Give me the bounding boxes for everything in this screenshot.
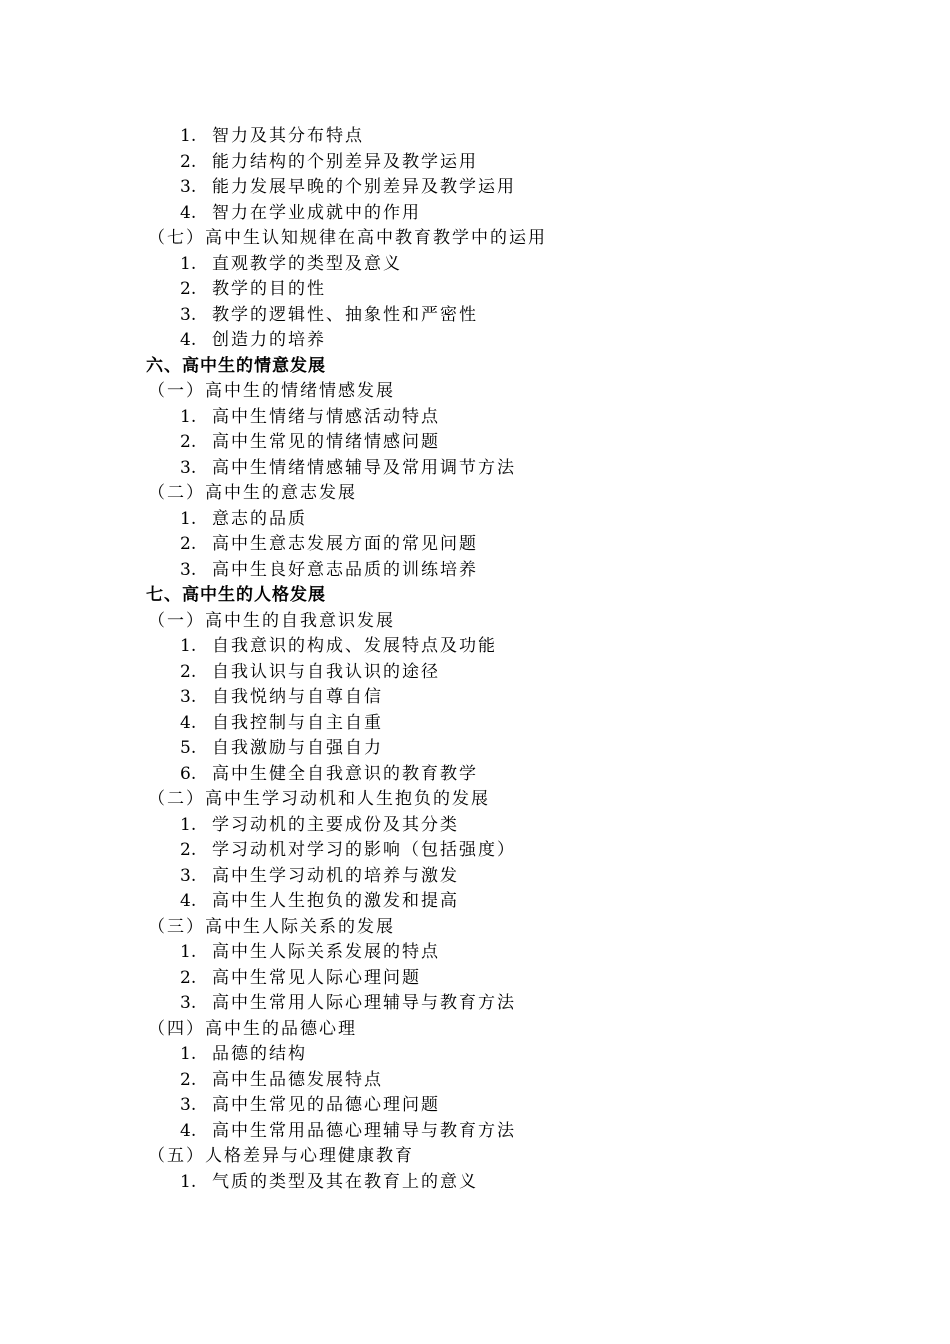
outline-item bbox=[0, 558, 950, 584]
item-number: 4. bbox=[180, 330, 197, 350]
outline-item bbox=[0, 864, 950, 890]
outline-item bbox=[0, 277, 950, 303]
item-number: 4. bbox=[180, 712, 197, 733]
item-text: 学习动机对学习的影响（包括强度） bbox=[212, 840, 516, 860]
item-number: 5. bbox=[180, 738, 197, 758]
item-number: 1. bbox=[180, 942, 197, 962]
item-number: 2. bbox=[180, 1069, 197, 1090]
item-number: 3. bbox=[180, 1095, 197, 1115]
outline-item bbox=[0, 685, 950, 711]
item-number: 3. bbox=[180, 177, 197, 197]
item-number: 1. bbox=[180, 508, 197, 529]
item-text: 自我悦纳与自尊自信 bbox=[212, 687, 383, 707]
item-text: 气质的类型及其在教育上的意义 bbox=[212, 1171, 478, 1192]
outline-item bbox=[0, 303, 950, 329]
subsection-heading: （二）高中生的意志发展 bbox=[148, 483, 357, 503]
item-text: 高中生人际关系发展的特点 bbox=[212, 942, 440, 962]
item-text: 高中生意志发展方面的常见问题 bbox=[212, 534, 478, 554]
outline-item bbox=[0, 634, 950, 660]
subsection-heading: （七）高中生认知规律在高中教育教学中的运用 bbox=[148, 228, 547, 248]
item-number: 3. bbox=[180, 559, 197, 580]
item-text: 高中生良好意志品质的训练培养 bbox=[212, 559, 478, 580]
item-number: 4. bbox=[180, 1120, 197, 1141]
item-number: 4. bbox=[180, 202, 197, 223]
item-number: 2. bbox=[180, 279, 197, 299]
outline-item bbox=[0, 660, 950, 686]
item-number: 2. bbox=[180, 534, 197, 554]
item-text: 自我认识与自我认识的途径 bbox=[212, 661, 440, 682]
subsection-heading: （四）高中生的品德心理 bbox=[148, 1018, 357, 1039]
outline-item bbox=[0, 940, 950, 966]
item-text: 高中生常用人际心理辅导与教育方法 bbox=[212, 993, 516, 1013]
item-number: 3. bbox=[180, 993, 197, 1013]
outline-item bbox=[0, 1093, 950, 1119]
item-text: 能力发展早晚的个别差异及教学运用 bbox=[212, 177, 516, 197]
item-text: 意志的品质 bbox=[212, 508, 307, 529]
outline-item bbox=[0, 762, 950, 788]
item-number: 3. bbox=[180, 304, 197, 325]
outline-item bbox=[0, 889, 950, 915]
item-number: 1. bbox=[180, 814, 197, 835]
item-number: 4. bbox=[180, 891, 197, 911]
outline-item bbox=[0, 430, 950, 456]
item-number: 2. bbox=[180, 151, 197, 172]
item-number: 1. bbox=[180, 253, 197, 274]
item-number: 2. bbox=[180, 661, 197, 682]
outline-item bbox=[0, 1119, 950, 1145]
outline-item bbox=[0, 711, 950, 737]
syllabus-outline bbox=[0, 124, 950, 1195]
outline-item bbox=[0, 736, 950, 762]
outline-item bbox=[0, 813, 950, 839]
item-number: 6. bbox=[180, 763, 197, 784]
outline-item bbox=[0, 328, 950, 354]
item-text: 高中生情绪与情感活动特点 bbox=[212, 406, 440, 427]
item-text: 自我控制与自主自重 bbox=[212, 712, 383, 733]
subsection-heading: （一）高中生的情绪情感发展 bbox=[148, 381, 395, 401]
item-number: 1. bbox=[180, 1044, 197, 1064]
subsection-heading: （二）高中生学习动机和人生抱负的发展 bbox=[148, 789, 490, 809]
subsection-heading: （三）高中生人际关系的发展 bbox=[148, 916, 395, 937]
item-number: 2. bbox=[180, 967, 197, 988]
item-number: 2. bbox=[180, 432, 197, 452]
item-text: 高中生常见人际心理问题 bbox=[212, 967, 421, 988]
item-number: 1. bbox=[180, 636, 197, 656]
item-number: 3. bbox=[180, 687, 197, 707]
outline-item bbox=[0, 1042, 950, 1068]
subsection-heading: （五）人格差异与心理健康教育 bbox=[148, 1146, 414, 1166]
outline-item bbox=[0, 405, 950, 431]
outline-item bbox=[0, 838, 950, 864]
item-text: 自我意识的构成、发展特点及功能 bbox=[212, 636, 497, 656]
item-text: 高中生健全自我意识的教育教学 bbox=[212, 763, 478, 784]
item-text: 高中生人生抱负的激发和提高 bbox=[212, 891, 459, 911]
section-heading: 七、高中生的人格发展 bbox=[146, 585, 326, 605]
item-text: 智力在学业成就中的作用 bbox=[212, 202, 421, 223]
item-text: 教学的目的性 bbox=[212, 279, 326, 299]
item-text: 高中生品德发展特点 bbox=[212, 1069, 383, 1090]
item-text: 品德的结构 bbox=[212, 1044, 307, 1064]
outline-item bbox=[0, 456, 950, 482]
outline-item bbox=[0, 252, 950, 278]
item-number: 1. bbox=[180, 406, 197, 427]
item-number: 1. bbox=[180, 1171, 197, 1192]
item-text: 自我激励与自强自力 bbox=[212, 738, 383, 758]
item-text: 学习动机的主要成份及其分类 bbox=[212, 814, 459, 835]
outline-item bbox=[0, 966, 950, 992]
item-number: 3. bbox=[180, 865, 197, 886]
outline-item bbox=[0, 991, 950, 1017]
outline-item bbox=[0, 150, 950, 176]
item-text: 高中生情绪情感辅导及常用调节方法 bbox=[212, 457, 516, 478]
outline-item bbox=[0, 175, 950, 201]
outline-item bbox=[0, 1170, 950, 1196]
item-number: 1. bbox=[180, 126, 197, 146]
item-text: 高中生常见的情绪情感问题 bbox=[212, 432, 440, 452]
outline-item bbox=[0, 124, 950, 150]
item-text: 教学的逻辑性、抽象性和严密性 bbox=[212, 304, 478, 325]
outline-item bbox=[0, 532, 950, 558]
item-text: 创造力的培养 bbox=[212, 330, 326, 350]
item-text: 高中生学习动机的培养与激发 bbox=[212, 865, 459, 886]
item-text: 直观教学的类型及意义 bbox=[212, 253, 402, 274]
item-text: 高中生常用品德心理辅导与教育方法 bbox=[212, 1120, 516, 1141]
item-number: 2. bbox=[180, 840, 197, 860]
subsection-heading: （一）高中生的自我意识发展 bbox=[148, 610, 395, 631]
item-text: 智力及其分布特点 bbox=[212, 126, 364, 146]
item-text: 能力结构的个别差异及教学运用 bbox=[212, 151, 478, 172]
item-text: 高中生常见的品德心理问题 bbox=[212, 1095, 440, 1115]
outline-item bbox=[0, 201, 950, 227]
item-number: 3. bbox=[180, 457, 197, 478]
outline-item bbox=[0, 1068, 950, 1094]
outline-item bbox=[0, 507, 950, 533]
section-heading: 六、高中生的情意发展 bbox=[146, 355, 326, 376]
